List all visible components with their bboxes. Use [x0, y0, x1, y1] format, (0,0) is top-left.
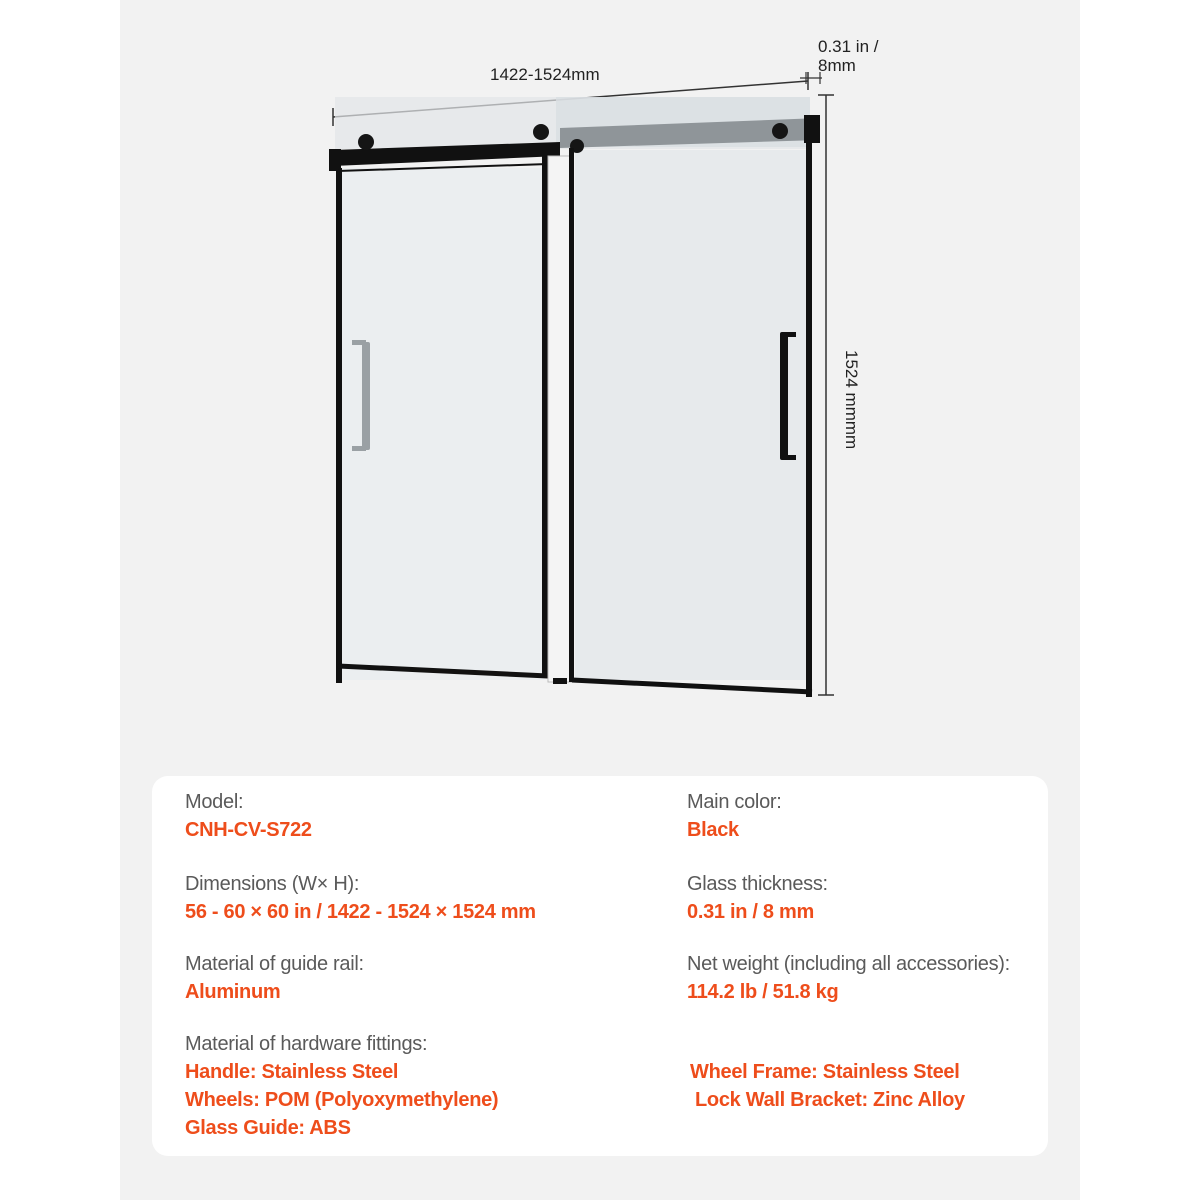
guide-rail-label: Material of guide rail: — [185, 953, 364, 975]
thickness-label-line2: 8mm — [818, 55, 856, 75]
spec-guide-rail — [185, 950, 364, 1006]
model-value: CNH-CV-S722 — [185, 819, 312, 841]
thickness-label-line1: 0.31 in / — [818, 37, 879, 56]
hardware-item-wheel-frame: Wheel Frame: Stainless Steel — [690, 1061, 960, 1083]
hardware-item-lock-bracket: Lock Wall Bracket: Zinc Alloy — [695, 1089, 965, 1111]
model-label: Model: — [185, 791, 244, 813]
center-seal — [548, 156, 572, 682]
net-weight-value: 114.2 lb / 51.8 kg — [687, 981, 839, 1003]
spec-main-color — [687, 788, 782, 844]
glass-thickness-value: 0.31 in / 8 mm — [687, 901, 814, 923]
hardware-item-glass-guide: Glass Guide: ABS — [185, 1117, 351, 1139]
spec-model — [185, 788, 312, 844]
dimensions-value: 56 - 60 × 60 in / 1422 - 1524 × 1524 mm — [185, 901, 536, 923]
spec-net-weight — [687, 950, 1010, 1006]
hardware-label: Material of hardware fittings: — [185, 1033, 428, 1055]
spec-hardware — [185, 1030, 498, 1142]
specifications-card — [152, 776, 1048, 1156]
thickness-dimension-label — [818, 38, 879, 75]
width-dimension-label: 1422-1524mm — [490, 65, 600, 84]
height-dimension-line — [818, 95, 834, 695]
spec-hardware-right — [690, 1058, 959, 1086]
spec-glass-thickness — [687, 870, 828, 926]
guide-rail-value: Aluminum — [185, 981, 281, 1003]
main-color-value: Black — [687, 819, 739, 841]
net-weight-label: Net weight (including all accessories): — [687, 953, 1010, 975]
main-color-label: Main color: — [687, 791, 782, 813]
dimensions-label: Dimensions (W× H): — [185, 873, 360, 895]
hardware-item-wheels: Wheels: POM (Polyoxymethylene) — [185, 1089, 499, 1111]
hardware-item-handle: Handle: Stainless Steel — [185, 1061, 399, 1083]
left-glass-panel — [340, 168, 545, 680]
glass-thickness-label: Glass thickness: — [687, 873, 828, 895]
spec-hardware-right-2 — [695, 1086, 965, 1114]
right-glass-panel — [575, 150, 807, 680]
height-dimension-label: 1524 mmmm — [842, 350, 861, 450]
spec-dimensions — [185, 870, 536, 926]
